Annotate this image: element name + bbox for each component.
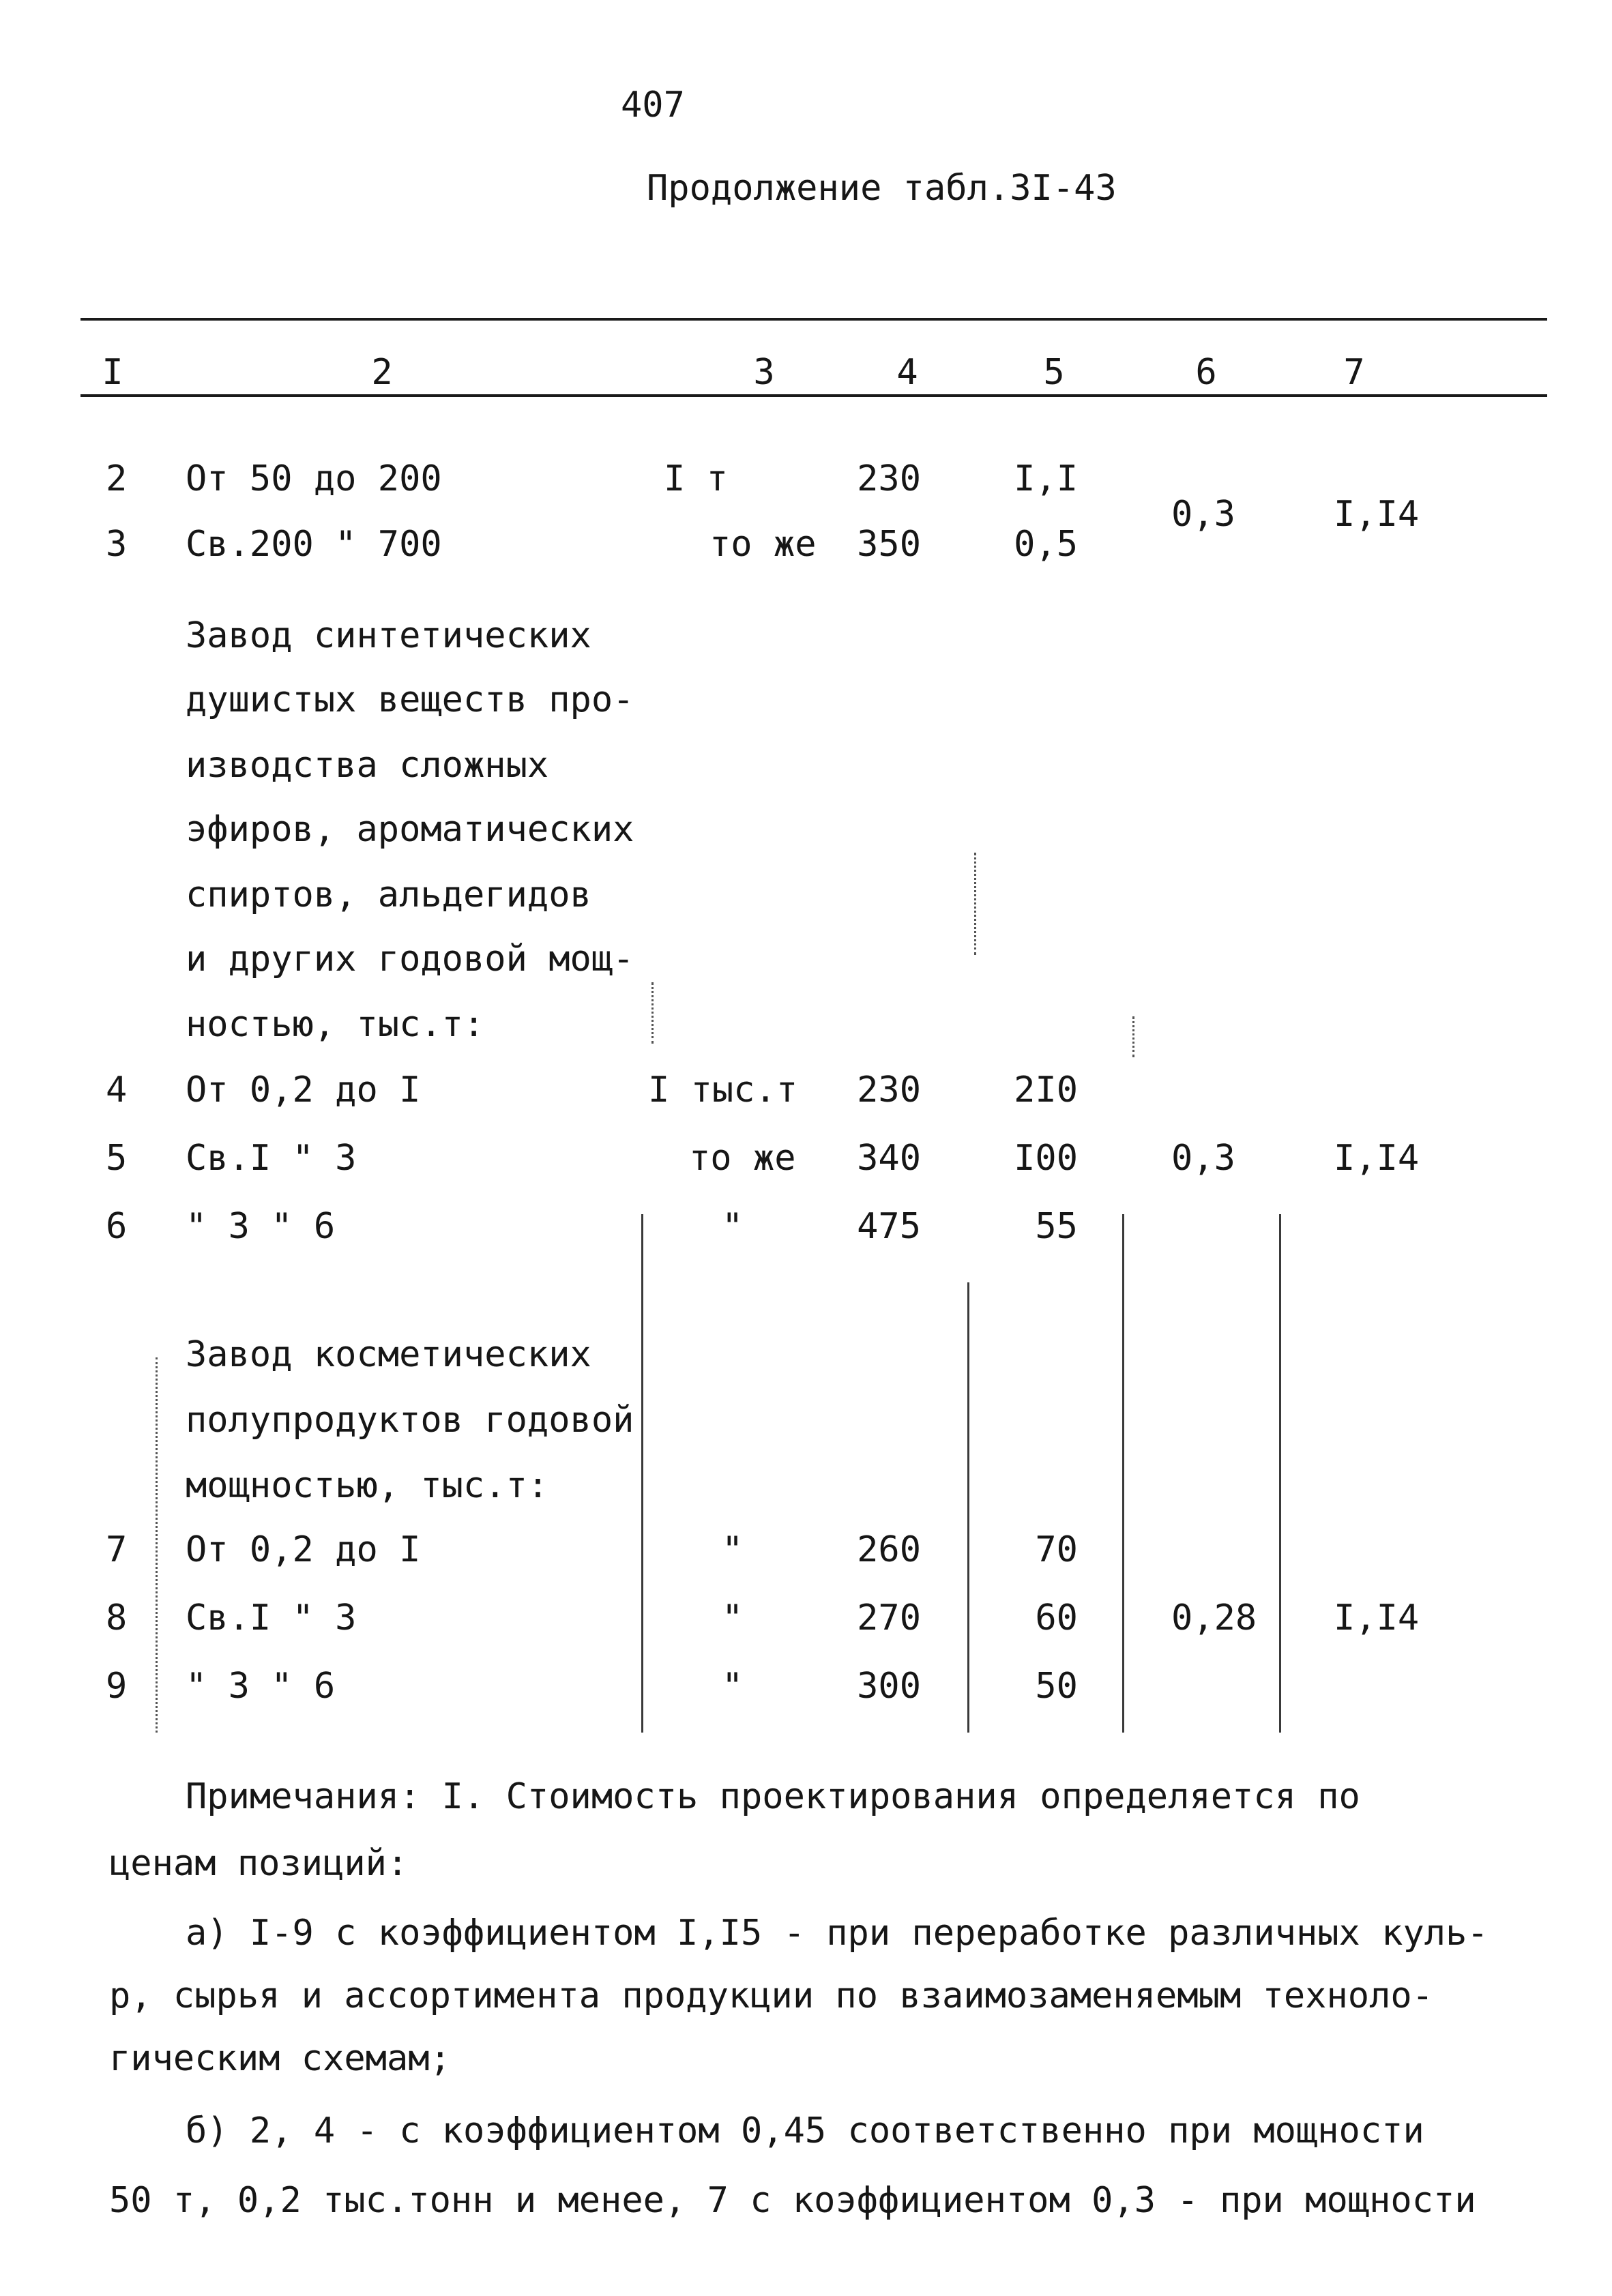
table-row-col4: 350 xyxy=(857,524,921,565)
group-coef-col7: I,I4 xyxy=(1334,1138,1420,1179)
table-row-num: 5 xyxy=(106,1138,128,1179)
table-row-col4: 270 xyxy=(857,1598,921,1638)
table-row-col5: 50 xyxy=(1035,1666,1078,1707)
header-col-7: 7 xyxy=(1343,352,1365,393)
column-divider xyxy=(967,1282,969,1733)
table-row-unit: " xyxy=(722,1206,744,1247)
section-heading-line: полупродуктов годовой xyxy=(186,1400,634,1441)
table-row-unit: I тыс.т xyxy=(648,1070,798,1110)
table-row-num: 3 xyxy=(106,524,128,565)
notes-line: 50 т, 0,2 тыс.тонн и менее, 7 с коэффициентом 0,3 - при мощности xyxy=(109,2180,1476,2221)
notes-line: а) I-9 с коэффициентом I,I5 - при переработке различных куль- xyxy=(186,1913,1489,1954)
header-col-4: 4 xyxy=(896,352,918,393)
section-heading-line: спиртов, альдегидов xyxy=(186,874,591,915)
section-heading-line: изводства сложных xyxy=(186,745,549,786)
table-row-col5: 70 xyxy=(1035,1529,1078,1570)
table-row-desc: От 0,2 до I xyxy=(186,1529,421,1570)
column-divider xyxy=(156,1357,158,1733)
header-col-2: 2 xyxy=(371,352,393,393)
table-row-col5: 2I0 xyxy=(1014,1070,1078,1110)
notes-line: гическим схемам; xyxy=(109,2038,451,2079)
table-row-col4: 340 xyxy=(857,1138,921,1179)
notes-line: р, сырья и ассортимента продукции по взаимозаменяемым техноло- xyxy=(109,1975,1434,2016)
table-row-num: 2 xyxy=(106,458,128,499)
table-row-num: 8 xyxy=(106,1598,128,1638)
table-row-unit: I т xyxy=(664,458,728,499)
column-divider xyxy=(641,1214,643,1733)
table-row-desc: Св.I " 3 xyxy=(186,1138,357,1179)
group-coef-col7: I,I4 xyxy=(1334,1598,1420,1638)
notes-line: ценам позиций: xyxy=(109,1843,409,1884)
table-row-num: 7 xyxy=(106,1529,128,1570)
column-divider xyxy=(1132,1016,1134,1057)
header-col-6: 6 xyxy=(1195,352,1217,393)
table-row-col4: 260 xyxy=(857,1529,921,1570)
table-row-col4: 230 xyxy=(857,1070,921,1110)
table-row-col4: 475 xyxy=(857,1206,921,1247)
table-row-num: 9 xyxy=(106,1666,128,1707)
table-row-desc: Св.I " 3 xyxy=(186,1598,357,1638)
table-row-desc: От 50 до 200 xyxy=(186,458,442,499)
section-heading-line: эфиров, ароматических xyxy=(186,809,634,850)
section-heading-line: душистых веществ про- xyxy=(186,679,634,720)
table-row-unit: то же xyxy=(709,524,817,565)
table-row-col5: I00 xyxy=(1014,1138,1078,1179)
table-row-num: 4 xyxy=(106,1070,128,1110)
section-heading-line: и других годовой мощ- xyxy=(186,939,634,980)
column-divider xyxy=(651,982,654,1044)
section-heading-line: Завод синтетических xyxy=(186,615,591,656)
table-row-num: 6 xyxy=(106,1206,128,1247)
column-divider xyxy=(1279,1214,1281,1733)
table-row-unit: то же xyxy=(689,1138,796,1179)
page-number: 407 xyxy=(621,85,685,126)
table-row-unit: " xyxy=(722,1529,744,1570)
table-header-rule xyxy=(80,394,1547,397)
table-row-desc: От 0,2 до I xyxy=(186,1070,421,1110)
group-coef-col7: I,I4 xyxy=(1334,494,1420,535)
table-row-desc: " 3 " 6 xyxy=(186,1206,336,1247)
table-row-desc: " 3 " 6 xyxy=(186,1666,336,1707)
header-col-1: I xyxy=(102,352,123,393)
table-row-unit: " xyxy=(722,1598,744,1638)
group-coef-col6: 0,3 xyxy=(1171,494,1235,535)
notes-line: Примечания: I. Стоимость проектирования определяется по xyxy=(186,1776,1360,1817)
table-top-rule xyxy=(80,318,1547,321)
table-row-col5: I,I xyxy=(1014,458,1078,499)
group-coef-col6: 0,28 xyxy=(1171,1598,1257,1638)
column-divider xyxy=(1122,1214,1124,1733)
section-heading-line: Завод косметических xyxy=(186,1334,591,1375)
header-col-5: 5 xyxy=(1043,352,1065,393)
table-row-unit: " xyxy=(722,1666,744,1707)
table-row-col5: 60 xyxy=(1035,1598,1078,1638)
table-caption: Продолжение табл.3I-43 xyxy=(647,168,1117,209)
section-heading-line: мощностью, тыс.т: xyxy=(186,1465,549,1506)
table-row-col5: 0,5 xyxy=(1014,524,1078,565)
table-row-col4: 230 xyxy=(857,458,921,499)
table-row-col4: 300 xyxy=(857,1666,921,1707)
table-row-desc: Св.200 " 700 xyxy=(186,524,442,565)
section-heading-line: ностью, тыс.т: xyxy=(186,1004,485,1045)
notes-line: б) 2, 4 - с коэффициентом 0,45 соответственно при мощности xyxy=(186,2110,1424,2151)
column-divider xyxy=(974,853,976,955)
table-row-col5: 55 xyxy=(1035,1206,1078,1247)
header-col-3: 3 xyxy=(753,352,775,393)
group-coef-col6: 0,3 xyxy=(1171,1138,1235,1179)
